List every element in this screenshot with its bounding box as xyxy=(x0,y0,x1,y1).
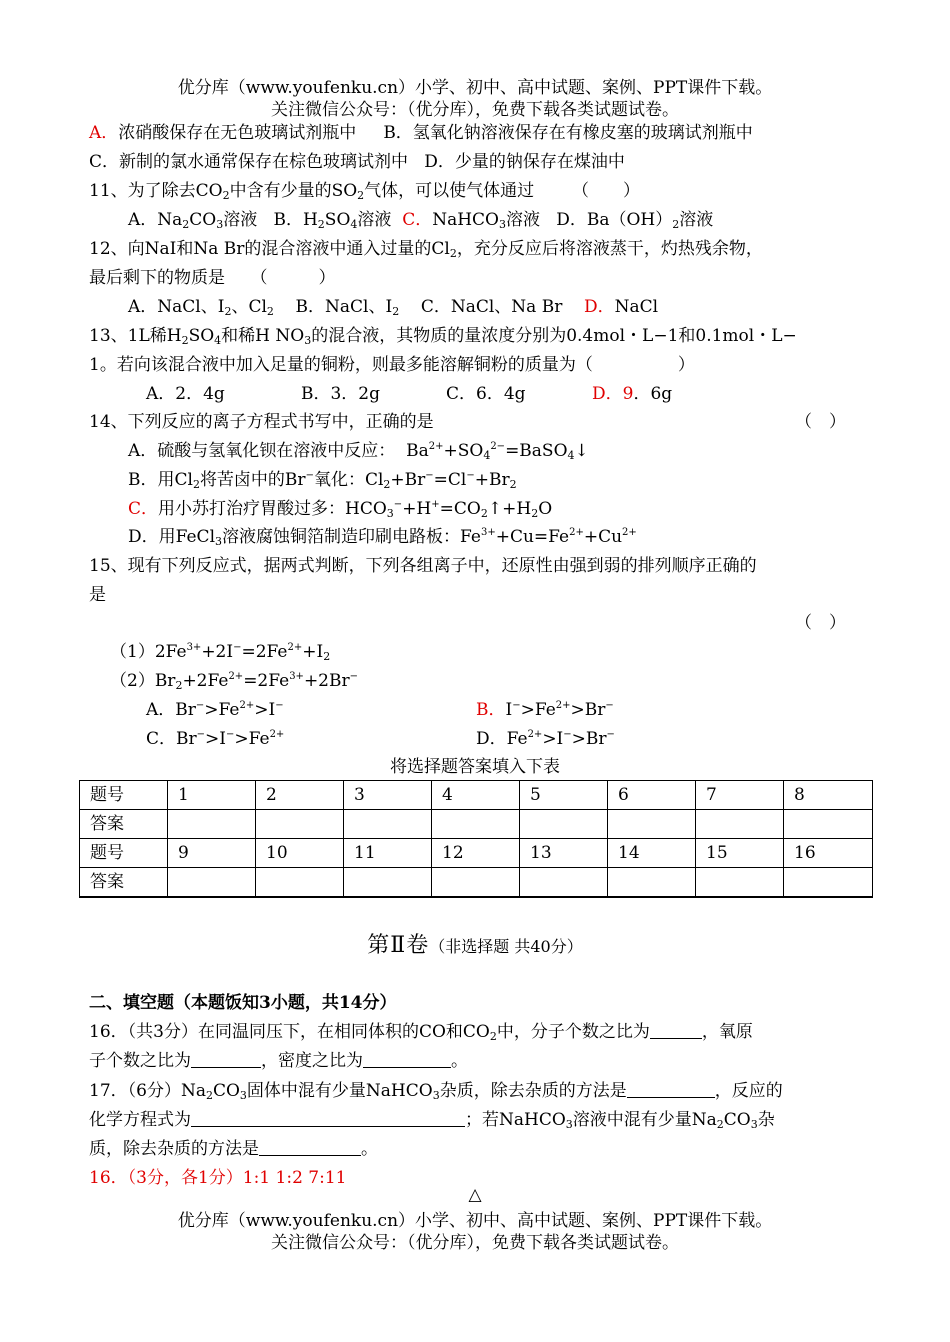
answer-cell[interactable] xyxy=(256,868,344,898)
answer-cell[interactable] xyxy=(432,868,520,898)
table-cell: 13 xyxy=(520,839,608,868)
table-cell: 8 xyxy=(784,781,873,810)
table-header-cell: 题号 xyxy=(80,781,168,810)
table-row xyxy=(80,781,873,810)
footer-line-1: 优分库（www.youfenku.cn）小学、初中、高中试题、案例、PPT课件下载。 xyxy=(177,1211,773,1231)
answer-cell[interactable] xyxy=(520,810,608,839)
answer-table-caption: 将选择题答案填入下表 xyxy=(390,757,560,777)
q11-option-c: C．NaHCO$_3$溶液 xyxy=(402,210,540,231)
answer-cell[interactable] xyxy=(608,868,696,898)
table-cell: 2 xyxy=(256,781,344,810)
q10-line-cd xyxy=(89,151,625,173)
table-cell: 16 xyxy=(784,839,873,868)
q13-stem-line-1: 13、1L稀$H_2SO_4$和稀H $NO_3$的混合液，其物质的量浓度分别为0.4mol・L−1和0.1mol・L− xyxy=(89,326,797,347)
q10-answer-a-letter: A． xyxy=(89,123,119,143)
q14-stem: 14、下列反应的离子方程式书写中，正确的是 xyxy=(89,412,434,432)
answer-cell[interactable] xyxy=(784,868,873,898)
q15-option-b: B．$I^->Fe^{2+}>Br^-$ xyxy=(476,700,614,720)
section-2-subtitle: （非选择题 共40分） xyxy=(429,937,583,956)
header-line-1: 优分库（www.youfenku.cn）小学、初中、高中试题、案例、PPT课件下载。 xyxy=(177,78,773,98)
table-row xyxy=(80,868,873,898)
q13-option-d: D．9．6g xyxy=(592,384,673,404)
q13-option-b: B．3．2g xyxy=(301,384,381,404)
section-2-heading: 二、填空题（本题饭知3小题，共14分） xyxy=(89,993,397,1013)
q13-stem-line-2: 1。若向该混合液中加入足量的铜粉，则最多能溶解铜粉的质量为（ ） xyxy=(89,355,695,375)
q13-option-c: C．6．4g xyxy=(446,384,526,404)
q16-line-2: 子个数之比为 ，密度之比为 。 xyxy=(89,1051,468,1071)
table-header-cell: 答案 xyxy=(80,868,168,898)
table-cell: 14 xyxy=(608,839,696,868)
answer-table xyxy=(79,780,873,898)
q16-blank-1[interactable] xyxy=(650,1022,702,1039)
q14-option-a: A．硫酸与氢氧化钡在溶液中反应： $Ba^{2+}+SO_4^{2-}=BaSO_4↓$ xyxy=(128,441,589,462)
q17-blank-2[interactable] xyxy=(191,1110,465,1127)
table-header-cell: 答案 xyxy=(80,810,168,839)
q11-stem: 11、为了除去$CO_2$中含有少量的$SO_2$气体，可以使气体通过 （ ） xyxy=(89,181,640,202)
q14-paren: （ ） xyxy=(795,412,846,432)
q11-option-d: D．$Ba(OH)_2$溶液 xyxy=(556,210,714,231)
q15-stem-line-1: 15、现有下列反应式，据两式判断，下列各组离子中，还原性由强到弱的排列顺序正确的 xyxy=(89,556,757,576)
q12-option-b: B．NaCl、$I_2$ xyxy=(295,297,400,318)
answer-cell[interactable] xyxy=(344,868,432,898)
triangle-mark: △ xyxy=(468,1185,482,1205)
answer-cell[interactable] xyxy=(520,868,608,898)
q12-option-d: D．NaCl xyxy=(583,297,659,317)
q13-option-a: A．2．4g xyxy=(146,384,225,404)
q10-option-d: D．少量的钠保存在煤油中 xyxy=(424,152,625,172)
q17-blank-3[interactable] xyxy=(259,1139,361,1156)
table-cell: 5 xyxy=(520,781,608,810)
footer-line-2: 关注微信公众号：（优分库），免费下载各类试题试卷。 xyxy=(271,1233,679,1253)
q11-paren: （ ） xyxy=(572,181,640,201)
q14-option-b: B．用$Cl_2$将苦卤中的Br−氧化：$Cl_2+Br^-=Cl^-+Br_2$ xyxy=(128,470,517,491)
answer-cell[interactable] xyxy=(784,810,873,839)
q15-reaction-1: $(1)2Fe^{3+}+2I^-=2Fe^{2+}+I_2$ xyxy=(110,642,331,663)
q14-option-c: C．用小苏打治疗胃酸过多：$HCO_3^-+H^+=CO_2↑+H_2O$ xyxy=(128,499,553,520)
table-cell: 10 xyxy=(256,839,344,868)
table-cell: 9 xyxy=(168,839,256,868)
q15-stem-line-2: 是 xyxy=(89,585,106,605)
q10-line-ab xyxy=(89,122,753,144)
q16-blank-2[interactable] xyxy=(191,1051,261,1068)
q11-option-b: B．$H_2SO_4$溶液 xyxy=(273,210,392,231)
table-row xyxy=(80,810,873,839)
answer-cell[interactable] xyxy=(696,868,784,898)
q14-option-d: D．用FeCl$_3$溶液腐蚀铜箔制造印刷电路板：$Fe^{3+}+Cu=Fe^{2+}+Cu^{2+}$ xyxy=(128,527,637,548)
q15-option-a: A．$Br^->Fe^{2+}>I^-$ xyxy=(146,700,284,720)
q12-options xyxy=(128,296,658,318)
table-cell: 6 xyxy=(608,781,696,810)
table-cell: 1 xyxy=(168,781,256,810)
q15-option-c: C．$Br^->I^->Fe^{2+}$ xyxy=(146,729,285,749)
q16-answer: 16．（3分，各1分）1:1 1:2 7:11 xyxy=(89,1168,347,1188)
q17-line-3: 质，除去杂质的方法是 。 xyxy=(89,1139,378,1159)
q12-stem-line-2: 最后剩下的物质是 （ ） xyxy=(89,268,336,288)
table-cell: 11 xyxy=(344,839,432,868)
answer-cell[interactable] xyxy=(256,810,344,839)
q10-option-b: B．氢氧化钠溶液保存在有橡皮塞的玻璃试剂瓶中 xyxy=(383,123,753,143)
q16-blank-3[interactable] xyxy=(363,1051,451,1068)
q11-options xyxy=(128,209,713,231)
answer-cell[interactable] xyxy=(432,810,520,839)
section-2-name: 第Ⅱ卷 xyxy=(367,933,430,958)
section-2-title xyxy=(0,932,950,961)
q12-option-c: C．NaCl、Na Br xyxy=(420,297,563,317)
q11-option-a: A．$Na_2CO_3$溶液 xyxy=(128,210,258,231)
answer-cell[interactable] xyxy=(608,810,696,839)
q10-option-a: 浓硝酸保存在无色玻璃试剂瓶中 xyxy=(118,123,357,143)
table-row xyxy=(80,839,873,868)
q17-line-2: 化学方程式为 ；若NaHCO$_3$溶液中混有少量$Na_2CO_3$杂 xyxy=(89,1110,775,1131)
q15-option-d: D．$Fe^{2+}>I^->Br^-$ xyxy=(476,729,615,749)
q17-line-1: 17．（6分）$Na_2CO_3$固体中混有少量NaHCO$_3$杂质，除去杂质的方法是 ，反应的 xyxy=(89,1081,783,1102)
table-cell: 3 xyxy=(344,781,432,810)
table-cell: 7 xyxy=(696,781,784,810)
q10-option-c: C．新制的氯水通常保存在棕色玻璃试剂中 xyxy=(89,152,409,172)
answer-cell[interactable] xyxy=(168,868,256,898)
q12-option-a: A．NaCl、$I_2$、$Cl_2$ xyxy=(128,297,274,318)
q17-blank-1[interactable] xyxy=(627,1081,715,1098)
q12-stem-line-1: 12、向NaI和Na Br的混合溶液中通入过量的$Cl_2$，充分反应后将溶液蒸干，灼热残余物， xyxy=(89,239,763,260)
q16-line-1: 16．（共3分）在同温同压下，在相同体积的CO和$CO_2$中，分子个数之比为 ，氧原 xyxy=(89,1022,753,1043)
table-header-cell: 题号 xyxy=(80,839,168,868)
q15-reaction-2: $(2)Br_2+2Fe^{2+}=2Fe^{3+}+2Br^-$ xyxy=(110,671,359,692)
answer-cell[interactable] xyxy=(168,810,256,839)
table-cell: 12 xyxy=(432,839,520,868)
table-cell: 4 xyxy=(432,781,520,810)
q15-paren: （ ） xyxy=(795,613,846,633)
header-line-2: 关注微信公众号：（优分库），免费下载各类试题试卷。 xyxy=(271,100,679,120)
answer-cell[interactable] xyxy=(696,810,784,839)
answer-cell[interactable] xyxy=(344,810,432,839)
table-cell: 15 xyxy=(696,839,784,868)
